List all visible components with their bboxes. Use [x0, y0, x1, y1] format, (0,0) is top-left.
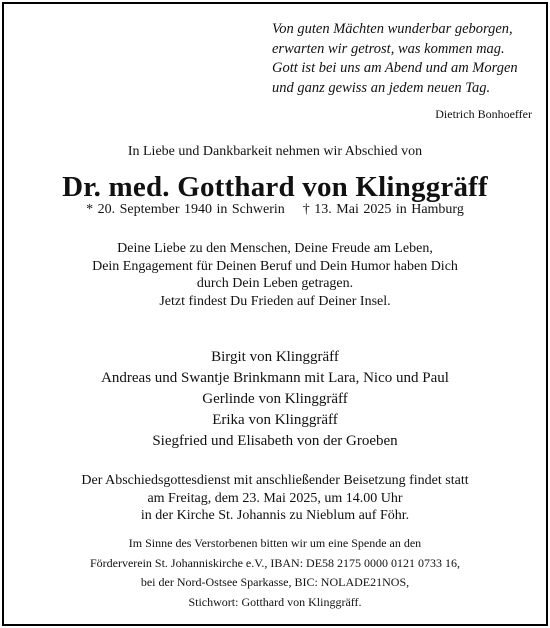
birth-date: * 20. September 1940 in Schwerin	[86, 202, 285, 217]
service-line: Der Abschiedsgottesdienst mit anschließender Beisetzung findet statt	[81, 473, 469, 488]
donation-info	[4, 534, 546, 612]
service-line: am Freitag, dem 23. Mai 2025, um 14.00 Uhr	[147, 490, 403, 506]
poem-line: Von guten Mächten wunderbar geborgen,	[272, 21, 513, 37]
family-member: Birgit von Klinggräff	[211, 349, 339, 365]
tribute-text	[4, 240, 546, 310]
family-list	[4, 347, 546, 452]
family-member: Andreas und Swantje Brinkmann mit Lara, Nico und Paul	[101, 370, 449, 386]
poem-author: Dietrich Bonhoeffer	[435, 107, 532, 121]
poem-line: erwarten wir getrost, was kommen mag.	[272, 40, 505, 57]
poem-line: Gott ist bei uns am Abend und am Morgen	[272, 60, 518, 76]
obituary-notice	[2, 2, 548, 626]
tribute-line: Deine Liebe zu den Menschen, Deine Freude am Leben,	[117, 241, 433, 256]
donation-line: Im Sinne des Verstorbenen bitten wir um eine Spende an den	[128, 536, 422, 550]
service-line: in der Kirche St. Johannis zu Nieblum auf Föhr.	[140, 508, 410, 523]
donation-line: bei der Nord-Ostsee Sparkasse, BIC: NOLADE21NOS,	[140, 575, 410, 589]
tribute-line: Jetzt findest Du Frieden auf Deiner Insel.	[159, 293, 391, 309]
donation-line: Stichwort: Gotthard von Klinggräff.	[188, 594, 362, 609]
donation-line: Förderverein St. Johanniskirche e.V., IBAN: DE58 2175 0000 0121 0733 16,	[89, 555, 461, 570]
intro-text: In Liebe und Dankbarkeit nehmen wir Abschied von	[127, 144, 423, 159]
family-member: Siegfried und Elisabeth von der Groeben	[152, 433, 398, 449]
poem-line: und ganz gewiss an jedem neuen Tag.	[272, 79, 491, 96]
tribute-line: durch Dein Leben getragen.	[196, 276, 354, 291]
family-member: Gerlinde von Klinggräff	[202, 391, 348, 407]
family-member: Erika von Klinggräff	[212, 412, 338, 428]
death-date: † 13. Mai 2025 in Hamburg	[302, 202, 464, 217]
deceased-name: Dr. med. Gotthard von Klinggräff	[62, 171, 488, 203]
poem	[272, 20, 518, 98]
service-info	[4, 472, 546, 525]
tribute-line: Dein Engagement für Deinen Beruf und Dein Humor haben Dich	[92, 258, 458, 274]
life-dates	[4, 202, 546, 218]
